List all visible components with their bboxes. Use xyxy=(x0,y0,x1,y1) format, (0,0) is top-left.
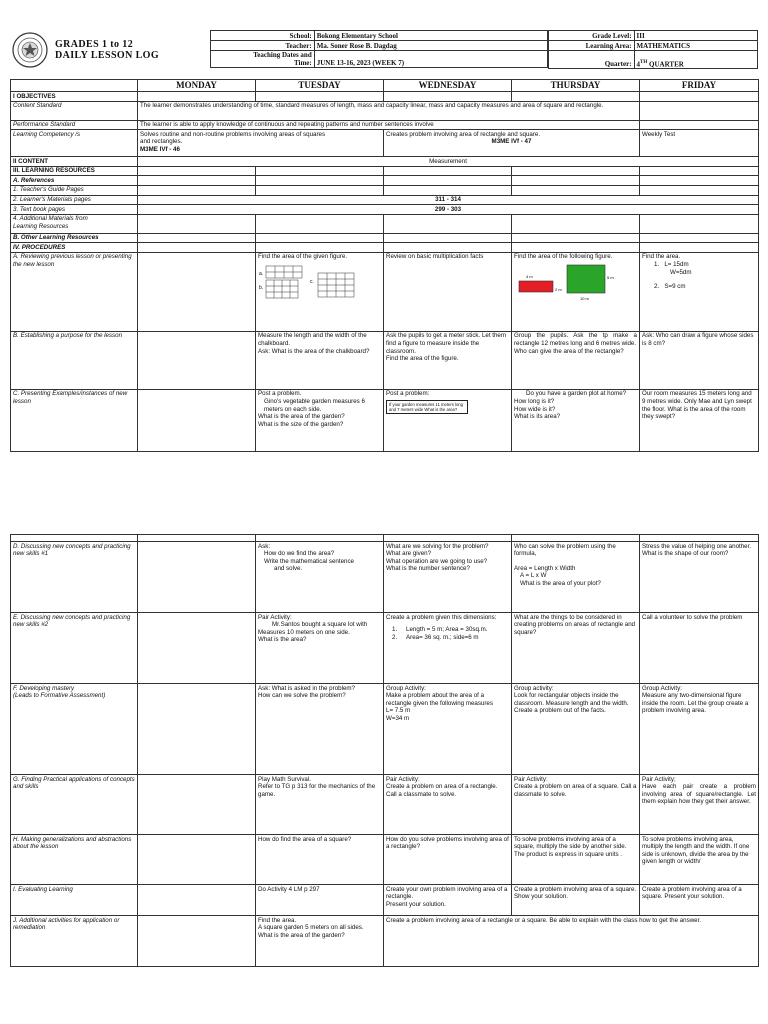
day-header-row xyxy=(11,80,759,92)
item-text: Length = 5 m; Area = 30sq.m. xyxy=(406,626,488,634)
procedure-g-wednesday: Pair Activity: Create a problem on area of a rectangle. Call a classmate to solve. xyxy=(384,775,512,835)
empty-cell xyxy=(138,166,256,176)
empty-cell xyxy=(640,535,759,542)
empty-cell xyxy=(512,535,640,542)
spacer xyxy=(514,558,637,565)
empty-cell xyxy=(138,243,256,253)
empty-cell xyxy=(138,176,256,186)
performance-standard-row xyxy=(11,120,759,130)
empty-cell xyxy=(512,92,640,102)
figure-label-c: c. xyxy=(310,279,314,286)
textbook-label: 3. Text book pages xyxy=(11,205,138,215)
empty-cell xyxy=(138,185,256,195)
additional-label-line-2: Learning Resources xyxy=(13,222,69,230)
procedure-e-friday: Call a volunteer to solve the problem xyxy=(640,613,759,684)
competency-code: M3ME IVf - 47 xyxy=(491,138,532,146)
area-value: MATHEMATICS xyxy=(634,41,757,51)
line: What is the area of your plot? xyxy=(520,579,601,587)
school-value: Bokong Elementary School xyxy=(314,31,547,41)
formula-line: Area = Length x Width xyxy=(514,564,576,572)
line: Create a problem given this dimensions: xyxy=(386,613,497,621)
empty-cell xyxy=(512,176,640,186)
procedure-j-tuesday: Find the area. A square garden 5 meters on all sides. What is the area of the garden? xyxy=(256,916,384,967)
empty-cell xyxy=(512,166,640,176)
empty-cell xyxy=(138,613,256,684)
procedure-b-label: B. Establishing a purpose for the lesson xyxy=(11,331,138,389)
empty-cell xyxy=(256,185,384,195)
empty-cell xyxy=(138,775,256,835)
empty-cell xyxy=(512,243,640,253)
quarter-suffix: TH xyxy=(640,59,648,65)
learners-materials-label: 2. Learner's Materials pages xyxy=(11,195,138,205)
empty-cell xyxy=(384,185,512,195)
empty-cell xyxy=(138,233,256,243)
procedure-d-thursday xyxy=(512,542,640,613)
empty-cell xyxy=(384,176,512,186)
empty-cell xyxy=(640,166,759,176)
list-item xyxy=(386,634,509,642)
procedure-g-friday: Pair Activity; Have each pair create a problem involving area of square/rectangle. Let them explain how they get their answer. xyxy=(640,775,759,835)
references-label: A. References xyxy=(11,176,138,186)
procedure-i-friday: Create a problem involving area of a square. Present your solution. xyxy=(640,885,759,916)
grid-figure-b xyxy=(266,280,298,298)
empty-cell xyxy=(138,542,256,613)
dates-value: JUNE 13-16, 2023 (WEEK 7) xyxy=(314,51,547,68)
blank-header xyxy=(11,80,138,92)
grade-value: III xyxy=(634,31,757,41)
empty-cell xyxy=(384,166,512,176)
line: Mr.Santos bought a square lot with xyxy=(272,621,368,629)
procedure-a-wednesday: Review on basic multiplication facts xyxy=(384,252,512,331)
procedure-b-tuesday: Measure the length and the width of the chalkboard. Ask: What is the area of the chalkboard? xyxy=(256,331,384,389)
procedure-f-thursday: Group activity: Look for rectangular objects inside the classroom. Measure length and the width. Create a problem out of the facts. xyxy=(512,684,640,775)
procedure-h-wednesday: How do you solve problems involving area of a rectangle? xyxy=(384,835,512,885)
procedure-c-label: C. Presenting Examples/instances of new lesson xyxy=(11,389,138,451)
empty-cell xyxy=(256,166,384,176)
competency-friday: Weekly Test xyxy=(640,130,759,157)
content-standard-row xyxy=(11,101,759,120)
content-standard-label: Content Standard xyxy=(11,101,138,120)
procedure-f-label xyxy=(11,684,138,775)
empty-cell xyxy=(384,92,512,102)
title-block xyxy=(55,39,159,61)
green-square xyxy=(567,265,605,293)
empty-cell xyxy=(640,243,759,253)
spacer-row xyxy=(11,535,759,542)
school-info-table xyxy=(210,30,548,68)
dim-10m: 10 m xyxy=(580,296,589,302)
empty-cell xyxy=(138,389,256,451)
header xyxy=(10,30,758,72)
learners-materials-pages: 311 - 314 xyxy=(138,195,759,205)
other-resources-row xyxy=(11,233,759,243)
empty-cell xyxy=(138,684,256,775)
teacher-value: Ma. Soner Rose B. Dagdag xyxy=(314,41,547,51)
procedure-f-friday: Group Activity: Measure any two-dimensional figure inside the room. Let the group create a problem involving area. xyxy=(640,684,759,775)
procedure-h-tuesday: How do find the area of a square? xyxy=(256,835,384,885)
day-header-friday: FRIDAY xyxy=(640,80,759,92)
procedure-e-row xyxy=(11,613,759,684)
resources-row xyxy=(11,166,759,176)
empty-cell xyxy=(138,331,256,389)
procedure-b-thursday: Group the pupils. Ask the tp make a rectangle 12 metres long and 6 metres wide. Who can give the area of the rectangle? xyxy=(512,331,640,389)
procedure-h-row xyxy=(11,835,759,885)
procedure-c-wednesday xyxy=(384,389,512,451)
procedure-g-tuesday: Play Math Survival. Refer to TG p 313 for the mechanics of the game. xyxy=(256,775,384,835)
empty-cell xyxy=(384,535,512,542)
procedure-e-thursday: What are the things to be considered in creating problems on areas of rectangle and square? xyxy=(512,613,640,684)
procedure-a-row xyxy=(11,252,759,331)
procedure-d-tuesday xyxy=(256,542,384,613)
other-resources-label: B. Other Learning Resources xyxy=(11,233,138,243)
day-header-tuesday: TUESDAY xyxy=(256,80,384,92)
item-number: 1. xyxy=(654,261,660,269)
lesson-table-2 xyxy=(10,534,759,967)
item-text: Area= 36 sq. m.; side=6 m xyxy=(406,633,479,641)
empty-cell xyxy=(512,214,640,233)
empty-cell xyxy=(640,176,759,186)
empty-cell xyxy=(512,233,640,243)
dates-label-line-2: Time: xyxy=(293,59,312,67)
competency-mon-tue xyxy=(138,130,384,157)
school-label: School: xyxy=(211,31,315,41)
procedure-d-friday: Stress the value of helping one another. What is the shape of our room? xyxy=(640,542,759,613)
line: Ask: xyxy=(258,542,271,550)
quarter-value xyxy=(634,51,757,69)
deped-seal-icon xyxy=(12,32,48,68)
empty-cell xyxy=(640,92,759,102)
procedure-c-friday: Our room measures 15 meters long and 9 metres wide. Only Mae and Lyn swept the floor. What is the area of the room they swept? xyxy=(640,389,759,451)
empty-cell xyxy=(138,535,256,542)
competency-text-line-2: and rectangles. xyxy=(140,138,183,146)
additional-materials-label xyxy=(11,214,138,233)
line: and solve. xyxy=(274,565,303,573)
additional-label-line-1: 4. Additional Materials from xyxy=(13,215,88,223)
resources-label: III. LEARNING RESOURCES xyxy=(11,166,138,176)
fri-item-1 xyxy=(642,261,756,269)
empty-cell xyxy=(640,101,759,120)
line: Post a problem: xyxy=(386,390,430,398)
empty-cell xyxy=(256,243,384,253)
empty-cell xyxy=(256,535,384,542)
content-standard-text: The learner demonstrates understanding of time, standard measures of length, mass and capacity linear, mass and capacity measures and area of square and rectangle. xyxy=(138,101,640,120)
teachers-guide-row xyxy=(11,185,759,195)
line: What is the area of the garden? xyxy=(258,413,345,421)
content-row xyxy=(11,157,759,167)
item-number: 2. xyxy=(392,633,398,641)
day-header-thursday: THURSDAY xyxy=(512,80,640,92)
procedure-a-fri-text: Find the area. xyxy=(642,253,681,261)
area-label: Learning Area: xyxy=(549,41,635,51)
empty-cell xyxy=(256,233,384,243)
procedure-j-label: J. Additional activities for application or remediation xyxy=(11,916,138,967)
quarter-number: 4 xyxy=(636,60,641,68)
procedure-a-tuesday xyxy=(256,252,384,331)
procedure-a-thu-text: Find the area of the following figure. xyxy=(514,253,613,261)
line: Pair Activity: xyxy=(258,613,292,621)
fri-item-2 xyxy=(642,283,756,291)
item-number: 1. xyxy=(392,626,398,634)
procedure-e-wednesday xyxy=(384,613,512,684)
log-title: DAILY LESSON LOG xyxy=(55,50,160,61)
empty-cell xyxy=(512,185,640,195)
competency-row xyxy=(11,130,759,157)
empty-cell xyxy=(640,233,759,243)
grade-info-table xyxy=(548,30,758,69)
grade-label: Grade Level: xyxy=(549,31,635,41)
figure-label-a: a. xyxy=(259,271,264,278)
procedure-j-row xyxy=(11,916,759,967)
procedure-a-thursday xyxy=(512,252,640,331)
empty-cell xyxy=(256,92,384,102)
content-text: Measurement xyxy=(138,157,759,167)
content-label: II CONTENT xyxy=(11,157,138,167)
empty-cell xyxy=(138,252,256,331)
empty-cell xyxy=(138,835,256,885)
textbook-row xyxy=(11,205,759,215)
procedure-c-thursday xyxy=(512,389,640,451)
line: How do we find the area? xyxy=(264,550,335,558)
dates-label xyxy=(211,51,315,68)
procedure-h-label: H. Making generalizations and abstractions about the lesson xyxy=(11,835,138,885)
quarter-word: QUARTER xyxy=(647,60,684,68)
procedure-i-tuesday: Do Activity 4 LM p 297 xyxy=(256,885,384,916)
line: Do you have a garden plot at home? xyxy=(526,390,627,398)
objectives-row xyxy=(11,92,759,102)
day-header-monday: MONDAY xyxy=(138,80,256,92)
procedure-f-wednesday: Group Activity: Make a problem about the area of a rectangle given the following measures L= 7.5 m W=34 m xyxy=(384,684,512,775)
formula-line: A = L x W xyxy=(520,572,547,580)
objectives-label: I OBJECTIVES xyxy=(11,92,138,102)
item-text: L= 15dm xyxy=(664,261,689,269)
line: Post a problem. xyxy=(258,390,302,398)
procedure-d-wednesday: What are we solving for the problem? What are given? What operation are we going to use? What is the number sentence? xyxy=(384,542,512,613)
procedure-h-friday: To solve problems involving area, multiply the length and the width. If one side is unknown, divide the area by the given length or width/ xyxy=(640,835,759,885)
procedure-f-row xyxy=(11,684,759,775)
empty-cell xyxy=(256,214,384,233)
empty-cell xyxy=(138,92,256,102)
procedure-j-wed-to-fri: Create a problem involving area of a rectangle or a square. Be able to explain with the class how to get the answer. xyxy=(384,916,759,967)
empty-cell xyxy=(384,243,512,253)
procedure-b-row xyxy=(11,331,759,389)
procedure-a-friday xyxy=(640,252,759,331)
item-number: 2. xyxy=(654,283,660,291)
procedures-row xyxy=(11,243,759,253)
quarter-label: Quarter: xyxy=(549,51,635,69)
learners-materials-row xyxy=(11,195,759,205)
rectangle-square-figures xyxy=(514,261,638,305)
area-grid-figures xyxy=(258,261,370,301)
fri-item-1-width: W=5dm xyxy=(670,268,692,276)
procedure-g-thursday: Pair Activity: Create a problem on area of a square. Call a classmate to solve. xyxy=(512,775,640,835)
procedure-i-wednesday: Create your own problem involving area of a rectangle. Present your solution. xyxy=(384,885,512,916)
line: What is the area? xyxy=(258,636,307,644)
lesson-table-1 xyxy=(10,79,759,452)
procedure-c-tuesday xyxy=(256,389,384,451)
competency-text: Creates problem involving area of rectangle and square. xyxy=(386,130,541,138)
red-rectangle xyxy=(519,281,553,292)
procedure-d-row xyxy=(11,542,759,613)
teachers-guide-label: 1. Teacher's Guide Pages xyxy=(11,185,138,195)
dim-4m: 4 m xyxy=(526,274,533,280)
competency-code: M3ME IVf - 46 xyxy=(140,145,180,153)
line: What is its area? xyxy=(514,413,561,421)
procedure-i-label: I. Evaluating Learning xyxy=(11,885,138,916)
performance-standard-label: Performance Standard xyxy=(11,120,138,130)
dates-label-line-1: Teaching Dates and xyxy=(253,51,312,59)
line: What is the size of the garden? xyxy=(258,420,344,428)
teacher-label: Teacher: xyxy=(211,41,315,51)
empty-cell xyxy=(384,233,512,243)
procedure-a-tue-text: Find the area of the given figure. xyxy=(258,253,348,261)
procedure-i-row xyxy=(11,885,759,916)
line: How wide is it? xyxy=(514,405,556,413)
procedure-g-label: G. Finding Practical applications of concepts and skills xyxy=(11,775,138,835)
procedure-e-tuesday xyxy=(256,613,384,684)
performance-standard-text: The learner is able to apply knowledge of continuous and repeating patterns and number sentences involve xyxy=(138,120,640,130)
procedure-h-thursday: To solve problems involving area of a square, multiply the side by another side. The product is express in square units . xyxy=(512,835,640,885)
item-text: S=9 cm xyxy=(664,283,686,291)
grades-title: GRADES 1 to 12 xyxy=(55,39,134,50)
line: Measures 10 meters on one side. xyxy=(258,628,350,636)
label-line: (Leads to Formative Assessment) xyxy=(13,692,106,700)
empty-cell xyxy=(138,916,256,967)
line: How long is it? xyxy=(514,398,555,406)
empty-cell xyxy=(640,214,759,233)
procedure-b-wednesday: Ask the pupils to get a meter stick. Let them find a figure to measure inside the classroom. Find the area of the figure. xyxy=(384,331,512,389)
procedure-a-label: A. Reviewing previous lesson or presenting the new lesson xyxy=(11,252,138,331)
problem-box: If your garden measures 11 meters long and 7 meters wide What is the area? xyxy=(386,400,468,414)
procedure-b-friday: Ask: Who can draw a figure whose sides is 8 cm? xyxy=(640,331,759,389)
references-row xyxy=(11,176,759,186)
competency-text-line-1: Solves routine and non-routine problems involving areas of squares xyxy=(140,130,326,138)
label-line: F. Developing mastery xyxy=(13,684,75,692)
competency-label: Learning Competency /s xyxy=(11,130,138,157)
empty-cell xyxy=(640,185,759,195)
empty-cell xyxy=(138,885,256,916)
dim-5m: 5 m xyxy=(607,275,614,281)
figure-label-b: b. xyxy=(259,285,264,292)
textbook-pages: 299 - 303 xyxy=(138,205,759,215)
line: Write the mathematical sentence xyxy=(264,557,354,565)
day-header-wednesday: WEDNESDAY xyxy=(384,80,512,92)
list-item xyxy=(386,626,509,634)
procedure-i-thursday: Create a problem involving area of a square. Show your solution. xyxy=(512,885,640,916)
additional-materials-row xyxy=(11,214,759,233)
procedure-f-tuesday: Ask: What is asked in the problem? How can we solve the problem? xyxy=(256,684,384,775)
procedure-d-label: D. Discussing new concepts and practicing new skills #1 xyxy=(11,542,138,613)
procedures-label: IV. PROCEDURES xyxy=(11,243,138,253)
dim-2m: 2 m xyxy=(555,287,562,293)
empty-cell xyxy=(384,214,512,233)
line: Gino's vegetable garden measures 6 meters on each side. xyxy=(264,398,365,413)
grid-figure-c xyxy=(318,273,354,297)
empty-cell xyxy=(640,120,759,130)
procedure-e-label: E. Discussing new concepts and practicing new skills #2 xyxy=(11,613,138,684)
line: Who can solve the problem using the formula, xyxy=(514,542,616,558)
procedure-c-row xyxy=(11,389,759,451)
grid-figure-a xyxy=(266,266,302,278)
empty-cell xyxy=(256,176,384,186)
empty-cell xyxy=(138,214,256,233)
competency-wed-thu xyxy=(384,130,640,157)
empty-cell xyxy=(11,535,138,542)
procedure-g-row xyxy=(11,775,759,835)
